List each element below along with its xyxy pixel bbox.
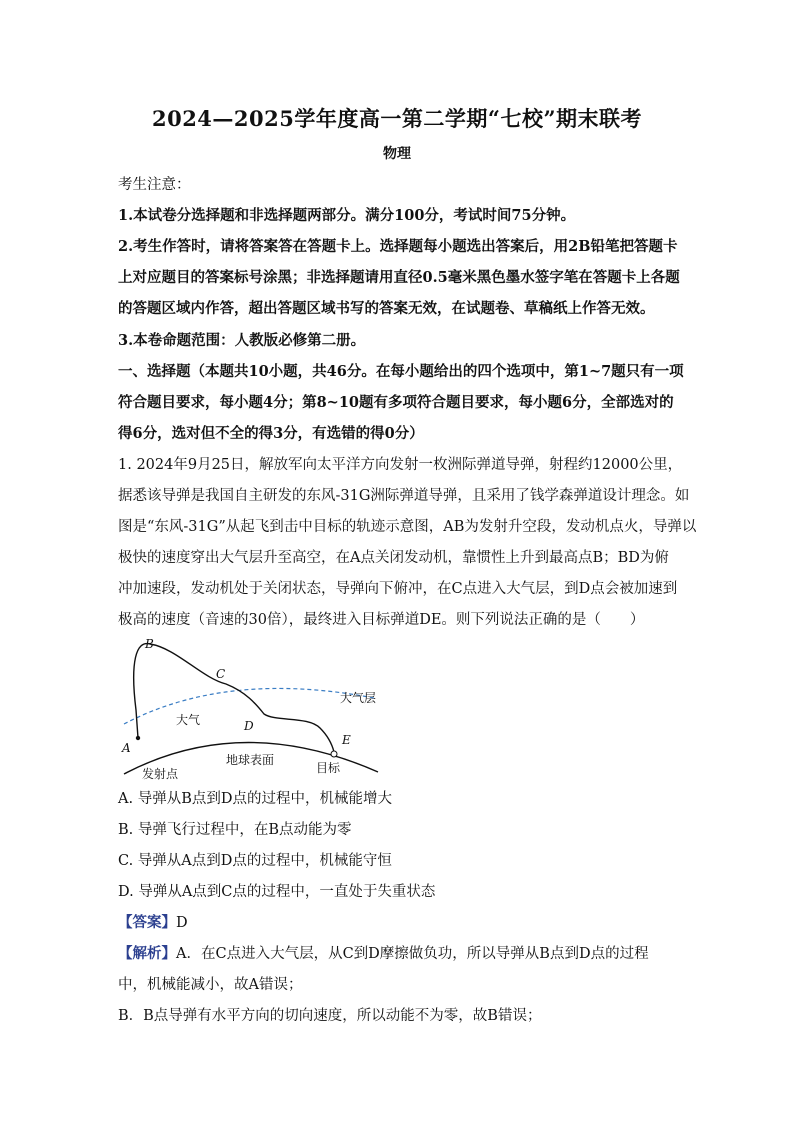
answer-value: D [176, 915, 188, 931]
question-1-stem-line-4: 极快的速度穿出大气层升至高空，在A点关闭发动机，靠惯性上升到最高点B；BD为俯 [118, 550, 669, 566]
label-launch-point: 发射点 [142, 767, 179, 781]
label-a: A [122, 741, 131, 755]
notice-item-1: 1.本试卷分选择题和非选择题两部分。满分100分，考试时间75分钟。 [118, 207, 576, 224]
target-marker [331, 751, 337, 757]
question-1-stem-line-6: 极高的速度（音速的30倍），最终进入目标弹道DE。则下列说法正确的是（ ） [118, 612, 645, 628]
exam-title: 2024—2025学年度高一第二学期“七校”期末联考 [151, 106, 643, 131]
option-c: C. 导弹从A点到D点的过程中，机械能守恒 [118, 853, 392, 869]
answer-line [118, 912, 686, 934]
label-c: C [216, 667, 226, 681]
label-atmosphere-layer: 大气层 [340, 691, 377, 705]
analysis-line-1 [118, 943, 686, 965]
missile-trajectory [134, 644, 334, 752]
option-a: A. 导弹从B点到D点的过程中，机械能增大 [118, 791, 392, 807]
analysis-line-3: B．B点导弹有水平方向的切向速度，所以动能不为零，故B错误； [118, 1008, 542, 1024]
label-earth-surface: 地球表面 [226, 753, 275, 767]
analysis-line-2: 中，机械能减小，故A错误； [118, 977, 303, 993]
label-e: E [342, 733, 351, 747]
analysis-text-1: A．在C点进入大气层，从C到D摩擦做负功，所以导弹从B点到D点的过程 [176, 946, 649, 962]
notice-item-2-line-1: 2.考生作答时，请将答案答在答题卡上。选择题每小题选出答案后，用2B铅笔把答题卡 [118, 238, 678, 255]
answer-tag: 【答案】 [118, 914, 176, 931]
section-1-line-2: 符合题目要求，每小题4分；第8~10题有多项符合题目要求，每小题6分，全部选对的 [118, 394, 674, 411]
notice-heading: 考生注意： [118, 177, 191, 193]
subject-title: 物理 [383, 146, 411, 162]
analysis-tag: 【解析】 [118, 945, 176, 962]
notice-item-3: 3.本卷命题范围：人教版必修第二册。 [118, 332, 366, 349]
label-target: 目标 [316, 761, 341, 775]
option-d: D. 导弹从A点到C点的过程中，一直处于失重状态 [118, 884, 436, 900]
option-b: B. 导弹飞行过程中，在B点动能为零 [118, 822, 352, 838]
question-1-stem-line-5: 冲加速段，发动机处于关闭状态，导弹向下俯冲，在C点进入大气层，到D点会被加速到 [118, 581, 678, 597]
notice-item-2-line-2: 上对应题目的答案标号涂黑；非选择题请用直径0.5毫米黑色墨水签字笔在答题卡上各题 [118, 269, 680, 286]
question-1-stem-line-1: 1. 2024年9月25日，解放军向太平洋方向发射一枚洲际弹道导弹，射程约12000公里， [118, 457, 683, 473]
missile-trajectory-figure [112, 632, 392, 782]
notice-item-2-line-3: 的答题区域内作答，超出答题区域书写的答案无效，在试题卷、草稿纸上作答无效。 [118, 300, 655, 317]
point-a-marker [136, 736, 140, 740]
question-1-stem-line-3: 图是“东风-31G”从起飞到击中目标的轨迹示意图，AB为发射升空段，发动机点火，导弹以 [118, 519, 697, 535]
question-1-stem-line-2: 据悉该导弹是我国自主研发的东风-31G洲际弹道导弹，且采用了钱学森弹道设计理念。如 [118, 488, 690, 504]
label-d: D [244, 719, 254, 733]
label-atmosphere: 大气 [176, 713, 201, 727]
label-b: B [145, 637, 154, 651]
section-1-line-3: 得6分，选对但不全的得3分，有选错的得0分） [118, 425, 424, 442]
section-1-line-1: 一、选择题（本题共10小题，共46分。在每小题给出的四个选项中，第1~7题只有一项 [118, 363, 684, 380]
